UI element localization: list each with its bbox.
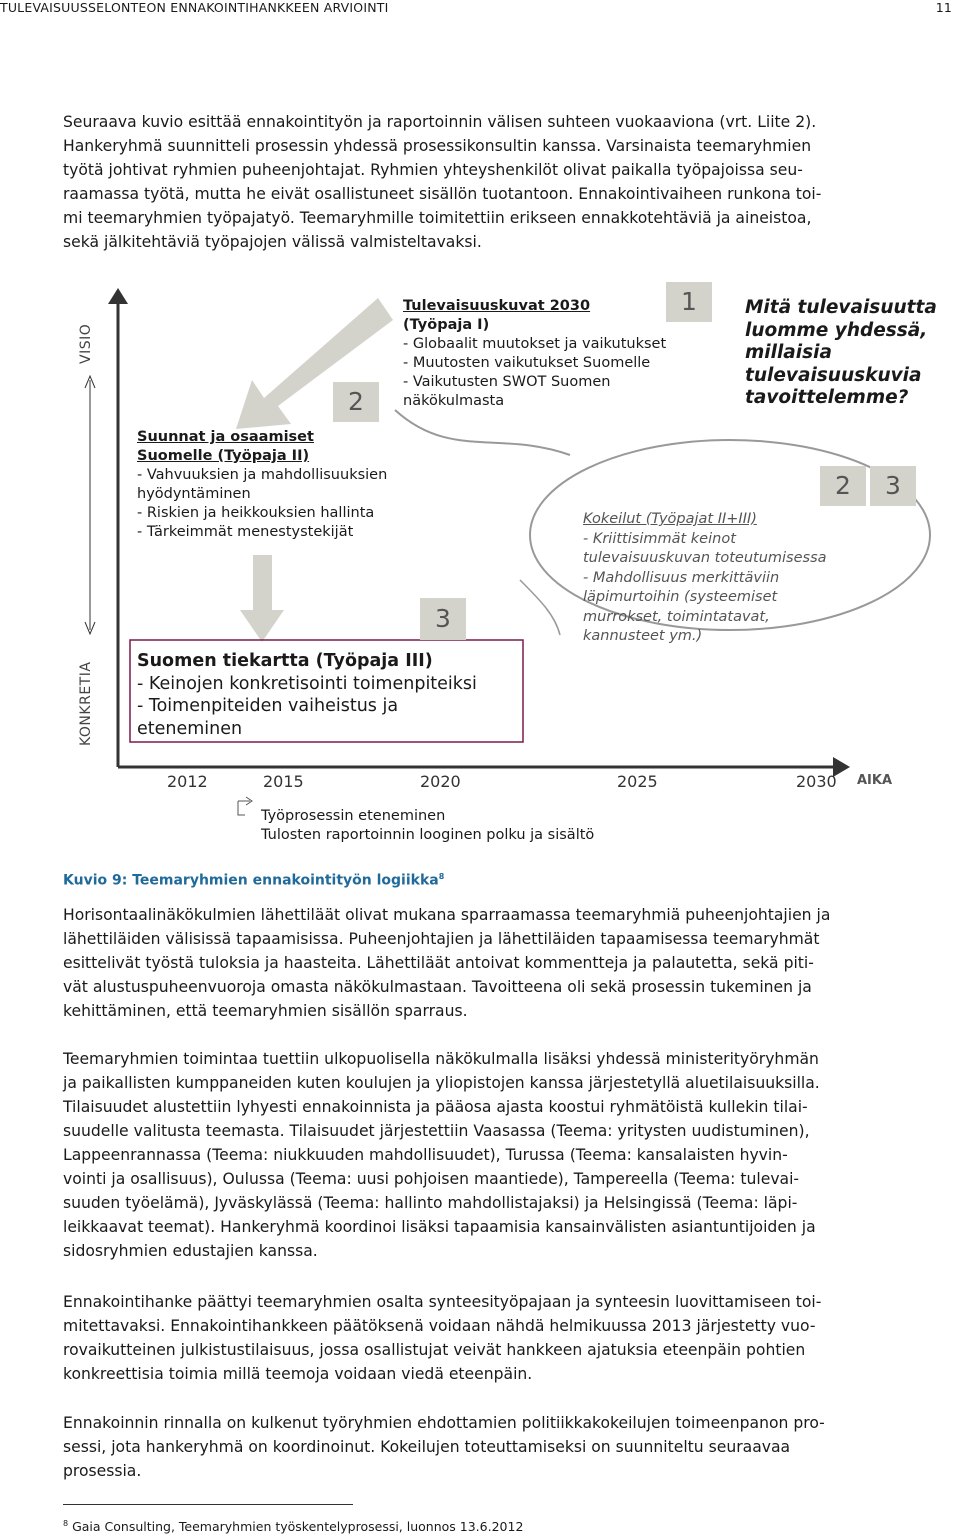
text-line: Tilaisuudet alustettiin lyhyesti ennakoinnista ja pääosa ajasta koostui ryhmätöistä kullekin tilai-: [63, 1098, 808, 1116]
text-line: mi teemaryhmien työpajatyö. Teemaryhmille toimitettiin erikseen ennakkotehtäviä ja aineistoa,: [63, 209, 812, 227]
vision-question: [745, 297, 937, 410]
text-line: kehittäminen, että teemaryhmien sisällön sparraus.: [63, 1002, 468, 1020]
x-axis-label: AIKA: [857, 773, 893, 788]
caption-footnote-ref: 8: [438, 872, 445, 881]
roadmap-title: Suomen tiekartta (Työpaja III): [137, 651, 433, 671]
question-line: millaisia: [745, 342, 832, 363]
text-line: vät alustuspuheenvuoroja omasta näkökulmastaan. Tavoitteena oli sekä prosessin tukeminen ja: [63, 978, 812, 996]
step-3-badge-experiments: 3: [870, 466, 916, 506]
running-header: [0, 0, 960, 16]
block1-item: - Muutosten vaikutukset Suomelle: [403, 355, 651, 371]
footnote: [63, 1519, 523, 1534]
question-line: Mitä tulevaisuutta: [745, 297, 937, 318]
footnote-text: Gaia Consulting, Teemaryhmien työskentelyprosessi, luonnos 13.6.2012: [72, 1519, 524, 1535]
body-paragraph: [63, 1290, 958, 1386]
question-line: luomme yhdessä,: [745, 319, 928, 341]
scale-arrow: [85, 376, 95, 634]
text-line: työtä johtivat ryhmien puheenjohtajat. Ryhmien yhteyshenkilöt olivat paikalla työpajoissa seu-: [63, 161, 803, 179]
block1-item: - Globaalit muutokset ja vaikutukset: [403, 336, 667, 352]
block2-item: - Riskien ja heikkouksien hallinta: [137, 505, 375, 521]
question-line: tavoittelemme?: [745, 387, 909, 408]
text-line: raamassa työtä, mutta he eivät osallistuneet sisällön tuotantoon. Ennakointivaiheen runkona toi-: [63, 185, 822, 203]
text-line: mitettavaksi. Ennakointihankkeen päätöksenä voidaan nähdä helmikuussa 2013 järjestetty vuo-: [63, 1317, 816, 1335]
text-line: Ennakoinnin rinnalla on kulkenut työryhmien ehdottamien politiikkakokeilujen toimeenpanon pro-: [63, 1414, 825, 1432]
experiments-item: tulevaisuuskuvan toteutumisessa: [583, 550, 827, 566]
text-line: Teemaryhmien toimintaa tuettiin ulkopuolisella näkökulmalla lisäksi yhdessä ministerityöryhmän: [63, 1050, 819, 1068]
block1-subtitle: (Työpaja I): [403, 317, 490, 333]
logic-diagram: [0, 270, 960, 855]
running-header-title: TULEVAISUUSSELONTEON ENNAKOINTIHANKKEEN ARVIOINTI: [0, 0, 389, 15]
legend: [261, 807, 594, 845]
legend-arrow: [238, 797, 252, 815]
year-tick: 2015: [263, 772, 304, 791]
year-tick: 2025: [617, 772, 658, 791]
konkretia-label: KONKRETIA: [78, 661, 94, 746]
block2-subtitle: Suomelle (Työpaja II): [137, 448, 310, 464]
year-tick: 2020: [420, 772, 461, 791]
question-line: tulevaisuuskuvia: [745, 364, 922, 386]
block2-item: - Vahvuuksien ja mahdollisuuksien: [137, 467, 388, 483]
experiments-item: - Mahdollisuus merkittäviin: [583, 569, 780, 586]
block1-item: - Vaikutusten SWOT Suomen: [403, 374, 611, 390]
text-line: Seuraava kuvio esittää ennakointityön ja raportoinnin välisen suhteen vuokaaviona (vrt. Liite 2).: [63, 113, 817, 131]
body-paragraph: [63, 1047, 958, 1263]
legend-item: Työprosessin eteneminen: [261, 808, 446, 824]
caption-text: Kuvio 9: Teemaryhmien ennakointityön logiikka: [63, 872, 439, 889]
step-2-badge-experiments: 2: [820, 466, 866, 506]
page-number: 11: [935, 0, 952, 15]
text-line: vointi ja osallisuus), Oulussa (Teema: uusi pohjoisen maantiede), Tampereella (Teema: tulevai-: [63, 1170, 800, 1188]
text-line: Hankeryhmä suunnitteli prosessin yhdessä prosessikonsultin kanssa. Varsinaista teemaryhmien: [63, 137, 812, 155]
experiments-item: kannusteet ym.): [583, 628, 703, 644]
block2-item: - Tärkeimmät menestystekijät: [137, 524, 354, 540]
text-line: ja paikallisten kumppaneiden kuten koulujen ja yliopistojen kanssa järjestetyllä aluetilaisuuksilla.: [63, 1074, 820, 1092]
step-2-badge: 2: [333, 382, 379, 422]
text-line: sekä jälkitehtäviä työpajojen välissä valmisteltavaksi.: [63, 233, 482, 251]
text-line: rovaikutteinen julkistustilaisuus, jossa osallistujat veivät hankkeen ajatuksia eteenpäin pohtien: [63, 1341, 806, 1359]
block2-item: hyödyntäminen: [137, 486, 251, 502]
y-axis: [108, 288, 128, 767]
roadmap-box-text: [137, 650, 477, 740]
block2-title: Suunnat ja osaamiset: [137, 429, 314, 445]
text-line: suuden työelämä), Jyväskylässä (Teema: hallinto mahdollistajaksi) ja Helsingissä (Teema: läpi-: [63, 1194, 798, 1212]
text-line: sessi, jota hankeryhmä on koordinoinut. Kokeilujen toteuttamiseksi on suunniteltu seuraavaa: [63, 1438, 791, 1456]
block2-text: [137, 428, 387, 542]
year-tick: 2012: [167, 772, 208, 791]
roadmap-item: - Toimenpiteiden vaiheistus ja: [137, 696, 399, 716]
text-line: lähettiläiden välisissä tapaamisissa. Puheenjohtajien ja lähettiläiden tapaamisessa teemaryhmät: [63, 930, 820, 948]
down-flow-arrow: [240, 555, 284, 642]
text-line: leikkaavat teemat). Hankeryhmä koordinoi lisäksi tapaamisia kansainvälisten asiantuntijoiden ja: [63, 1218, 816, 1236]
text-line: prosessia.: [63, 1462, 142, 1480]
footnote-number: 8: [63, 1519, 69, 1528]
roadmap-item: eteneminen: [137, 718, 243, 739]
text-line: esittelivät työstä tuloksia ja haasteita. Lähettiläät antoivat kommentteja ja palautetta, sekä piti-: [63, 954, 814, 972]
footnote-rule: [63, 1504, 353, 1505]
text-line: Horisontaalinäkökulmien lähettiläät olivat mukana sparraamassa teemaryhmiä puheenjohtajien ja: [63, 906, 831, 924]
text-line: sidosryhmien edustajien kanssa.: [63, 1242, 318, 1260]
figure-caption: [63, 872, 444, 889]
text-line: konkreettisia toimia millä teemoja voidaan viedä eteenpäin.: [63, 1365, 533, 1383]
step-3-badge: 3: [420, 598, 466, 640]
intro-paragraph: [63, 110, 958, 254]
text-line: Lappeenrannassa (Teema: niukkuuden mahdollisuudet), Turussa (Teema: kansalaisten hyvin-: [63, 1146, 788, 1164]
block1-title: Tulevaisuuskuvat 2030: [403, 298, 591, 314]
block1-item: näkökulmasta: [403, 393, 505, 409]
body-paragraph: [63, 903, 958, 1023]
experiments-text: [583, 510, 827, 647]
roadmap-item: - Keinojen konkretisointi toimenpiteiksi: [137, 673, 477, 694]
year-tick: 2030: [796, 772, 837, 791]
experiments-item: läpimurtoihin (systeemiset: [583, 589, 778, 605]
visio-label: VISIO: [78, 323, 94, 364]
step-1-badge: 1: [666, 282, 712, 322]
experiments-item: - Kriittisimmät keinot: [583, 530, 736, 547]
legend-item: Tulosten raportoinnin looginen polku ja sisältö: [261, 827, 595, 843]
connector-curve: [395, 410, 570, 455]
x-axis: [118, 757, 850, 777]
experiments-item: murrokset, toimintatavat,: [583, 608, 770, 625]
text-line: suudelle valitusta teemasta. Tilaisuudet järjestettiin Vaasassa (Teema: yritysten uudistuminen),: [63, 1122, 810, 1140]
body-paragraph: [63, 1411, 958, 1483]
experiments-title: Kokeilut (Työpajat II+III): [583, 511, 757, 527]
text-line: Ennakointihanke päättyi teemaryhmien osalta synteesityöpajaan ja synteesin luovittamiseen toi-: [63, 1293, 822, 1311]
block1-text: [403, 297, 666, 411]
